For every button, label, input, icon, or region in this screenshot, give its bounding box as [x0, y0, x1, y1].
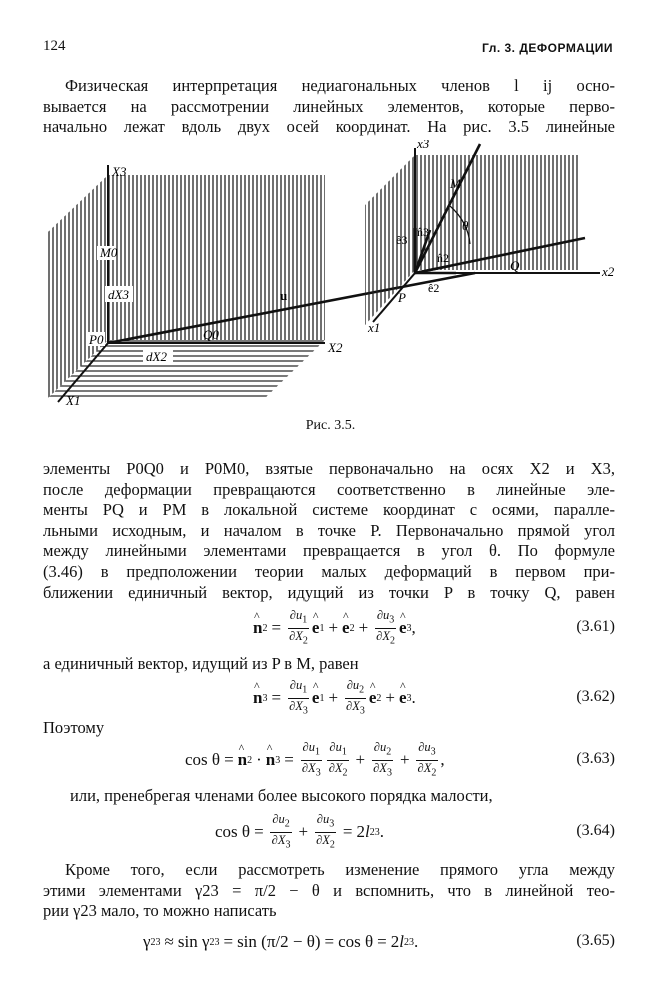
- equation-3-62: ^ n 3 = $\frac{\partial u_1}{\partial X_3}$ ^ e 1 + $\frac{\partial u_2}{\partial X_3}$ ^ e 2 + ^ e 3 . (3.62): [43, 678, 615, 718]
- label-x1-right: x1: [368, 320, 381, 335]
- chapter-title: Гл. 3. ДЕФОРМАЦИИ: [482, 41, 613, 55]
- equation-number: (3.65): [576, 932, 615, 949]
- body-paragraph: [43, 459, 615, 603]
- text-after-362: Поэтому: [43, 718, 105, 737]
- body-line: между линейными элементами превращается в угол θ. По формуле: [43, 541, 615, 561]
- label-x3-right: x3: [417, 140, 430, 151]
- label-x2: X2: [328, 340, 343, 355]
- body-line: менты PQ и PM в локальной системе координат с осями, паралле-: [43, 500, 615, 520]
- label-e2: ê2: [428, 281, 440, 295]
- closing-line: этими элементами γ23 = π/2 − θ и вспомнить, что в линейной тео-: [43, 880, 615, 900]
- intro-paragraph: [43, 76, 615, 138]
- closing-line: Кроме того, если рассмотреть изменение прямого угла между: [65, 860, 615, 879]
- text-after-361: а единичный вектор, идущий из P в M, равен: [43, 654, 359, 673]
- label-q: Q: [510, 258, 520, 273]
- text-after-363: или, пренебрегая членами более высокого порядка малости,: [70, 786, 493, 805]
- equation-number: (3.62): [576, 688, 615, 705]
- label-theta: θ: [462, 218, 469, 233]
- body-line: ближении единичный вектор, идущий из точки P в точку Q, равен: [43, 582, 615, 602]
- intro-line: вывается на рассмотрении линейных элементов, которые перво-: [43, 96, 615, 116]
- label-x1: X1: [66, 393, 81, 408]
- label-m: M: [450, 176, 461, 191]
- figure-3-5: [40, 140, 620, 420]
- label-q0: Q0: [203, 327, 219, 342]
- label-n2: n̂2: [437, 251, 449, 265]
- right-x1x3-plane: [365, 155, 415, 325]
- left-x2x3-plane: [108, 175, 325, 340]
- label-dx2: dX2: [146, 349, 167, 364]
- equation-number: (3.64): [576, 822, 615, 839]
- equation-number: (3.61): [576, 618, 615, 635]
- label-n3: n̂3: [417, 225, 429, 239]
- body-line: элементы P0Q0 и P0M0, взятые первоначально на осях X2 и X3,: [43, 459, 615, 478]
- label-x2-right: x2: [602, 264, 615, 279]
- body-line: после деформации превращаются соответственно в линейные эле-: [43, 479, 615, 499]
- equation-3-64: cos θ = $\frac{\partial u_2}{\partial X_3}$ + $\frac{\partial u_3}{\partial X_2}$ = 2 l 23 . (3.64): [215, 812, 615, 850]
- body-line: льными исходным, и началом в точке P. Первоначально прямой угол: [43, 520, 615, 540]
- label-u: u: [280, 288, 288, 303]
- label-p: P: [398, 290, 406, 305]
- figure-caption: Рис. 3.5.: [305, 418, 356, 433]
- intro-line: начально лежат вдоль двух осей координат. На рис. 3.5 линейные: [43, 117, 615, 137]
- label-m0: M0: [100, 245, 118, 260]
- label-p0: P0: [89, 332, 104, 347]
- intro-line: Физическая интерпретация недиагональных членов l ij осно-: [65, 76, 615, 95]
- equation-3-65: γ 23 ≈ sin γ 23 = sin (π/2 − θ) = cos θ = 2 l 23 . (3.65): [143, 932, 615, 951]
- label-x3: X3: [112, 164, 127, 179]
- right-axes-diagram: [365, 140, 615, 335]
- body-line: (3.46) в предположении теории малых деформаций в первом при-: [43, 561, 615, 581]
- equation-3-63: cos θ = ^ n 2 · ^ n 3 = $\frac{\partial u_1}{\partial X_3}$ $\frac{\partial u_1}{\partial X_2}$ + $\frac{\partial u_2}{\partial X_3}$ + $\frac{\partial u_3}{\partial X_2}$ , (3.63): [43, 740, 615, 780]
- label-e3: ê3: [396, 233, 408, 247]
- label-dx3: dX3: [108, 287, 129, 302]
- equation-3-61: ^ n 2 = $\frac{\partial u_1}{\partial X_2}$ ^ e 1 + ^ e 2 + $\frac{\partial u_3}{\partial X_2}$ ^ e 3 , (3.61): [43, 608, 615, 648]
- equation-number: (3.63): [576, 750, 615, 767]
- page-number: 124: [43, 38, 66, 54]
- closing-paragraph: [43, 860, 615, 922]
- closing-line: рии γ23 мало, то можно написать: [43, 901, 277, 921]
